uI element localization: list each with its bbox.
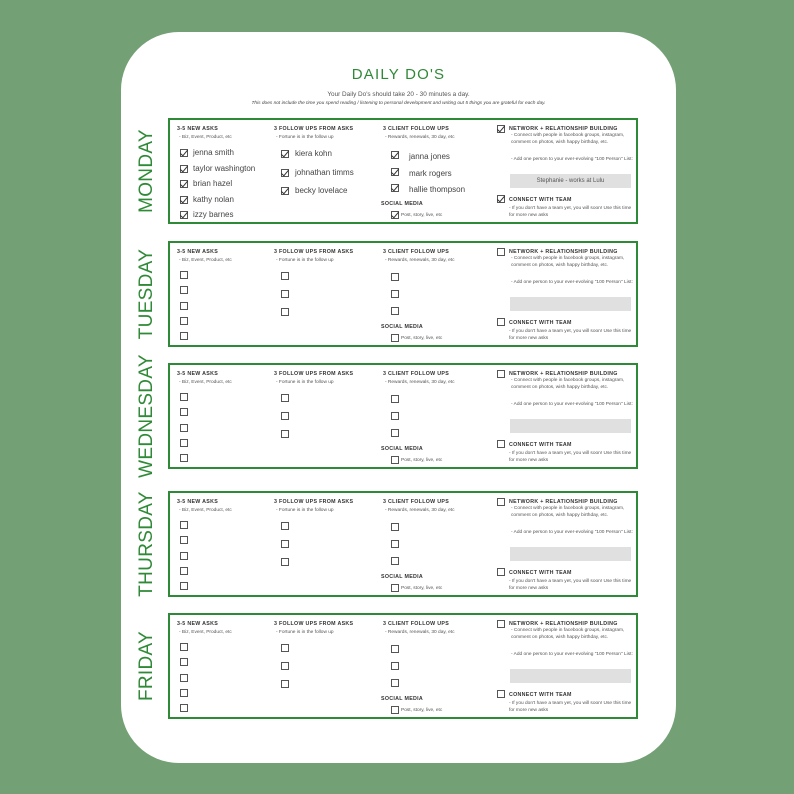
- new-asks-desc: - Biz, Event, Product, etc: [179, 258, 232, 263]
- follow-up-checkbox[interactable]: [281, 394, 289, 402]
- day-label: [127, 491, 167, 597]
- follow-up-checkbox[interactable]: [281, 308, 289, 316]
- new-ask-checkbox[interactable]: [180, 643, 188, 651]
- team-heading: CONNECT WITH TEAM: [509, 570, 572, 576]
- social-media-checkbox[interactable]: [391, 334, 399, 342]
- day-label: [127, 613, 167, 719]
- new-ask-checkbox[interactable]: [180, 674, 188, 682]
- hundred-person-list-field[interactable]: Stephanie - works at Lulu: [510, 174, 631, 188]
- follow-up-checkbox[interactable]: [281, 558, 289, 566]
- network-heading: NETWORK + RELATIONSHIP BUILDING: [509, 249, 618, 255]
- new-ask-checkbox[interactable]: [180, 439, 188, 447]
- client-follow-up-checkbox[interactable]: [391, 307, 399, 315]
- new-ask-checkbox[interactable]: [180, 302, 188, 310]
- follow-ups-desc: - Fortune is in the follow up: [276, 258, 334, 263]
- follow-up-checkbox[interactable]: [281, 150, 289, 158]
- day-section-tuesday: [168, 241, 638, 347]
- client-follow-ups-heading: 3 CLIENT FOLLOW UPS: [383, 249, 450, 255]
- follow-up-checkbox[interactable]: [281, 540, 289, 548]
- network-desc: - Connect with people in facebook groups, instagram, comment on photos, wish happy birthday, etc.: [511, 256, 625, 268]
- client-follow-up-checkbox[interactable]: [391, 557, 399, 565]
- social-media-heading: SOCIAL MEDIA: [381, 696, 424, 702]
- follow-up-checkbox[interactable]: [281, 290, 289, 298]
- new-ask-checkbox[interactable]: [180, 454, 188, 462]
- network-add-person: - Add one person to your ever-evolving "100 Person" List:: [511, 530, 633, 535]
- new-ask-checkbox[interactable]: [180, 180, 188, 188]
- new-ask-text[interactable]: taylor washington: [193, 163, 256, 173]
- social-media-checkbox[interactable]: [391, 584, 399, 592]
- client-follow-ups-desc: - Rewards, renewals, 30 day, etc: [385, 135, 455, 140]
- new-asks-heading: 3-5 NEW ASKS: [177, 499, 219, 505]
- social-media-heading: SOCIAL MEDIA: [381, 574, 424, 580]
- social-media-checkbox[interactable]: [391, 211, 399, 219]
- client-follow-up-checkbox[interactable]: [391, 662, 399, 670]
- new-ask-checkbox[interactable]: [180, 286, 188, 294]
- follow-ups-desc: - Fortune is in the follow up: [276, 508, 334, 513]
- team-checkbox[interactable]: [497, 690, 505, 698]
- new-ask-checkbox[interactable]: [180, 689, 188, 697]
- new-ask-checkbox[interactable]: [180, 567, 188, 575]
- network-checkbox[interactable]: [497, 620, 505, 628]
- social-media-heading: SOCIAL MEDIA: [381, 324, 424, 330]
- follow-up-text[interactable]: kiera kohn: [295, 149, 332, 158]
- network-add-person: - Add one person to your ever-evolving "100 Person" List:: [511, 402, 633, 407]
- follow-up-text[interactable]: johnathan timms: [295, 167, 354, 177]
- day-label: [127, 118, 167, 224]
- new-ask-checkbox[interactable]: [180, 165, 188, 173]
- follow-ups-heading: 3 FOLLOW UPS FROM ASKS: [274, 621, 354, 627]
- team-heading: CONNECT WITH TEAM: [509, 320, 572, 326]
- client-follow-ups-heading: 3 CLIENT FOLLOW UPS: [383, 371, 450, 377]
- new-ask-text[interactable]: kathy nolan: [193, 194, 234, 204]
- new-asks-heading: 3-5 NEW ASKS: [177, 621, 219, 627]
- network-add-person: - Add one person to your ever-evolving "100 Person" List:: [511, 652, 633, 657]
- new-ask-text[interactable]: izzy barnes: [193, 210, 234, 219]
- follow-up-checkbox[interactable]: [281, 187, 289, 195]
- client-follow-up-checkbox[interactable]: [391, 540, 399, 548]
- team-desc: - If you don't have a team yet, you will soon! Use this time for more new asks: [509, 451, 632, 463]
- day-label: [127, 354, 167, 478]
- team-desc: - If you don't have a team yet, you will soon! Use this time for more new asks: [509, 329, 632, 341]
- network-checkbox[interactable]: [497, 125, 505, 133]
- new-ask-checkbox[interactable]: [180, 704, 188, 712]
- new-asks-heading: 3-5 NEW ASKS: [177, 249, 219, 255]
- day-section-friday: [168, 613, 638, 719]
- network-desc: - Connect with people in facebook groups, instagram, comment on photos, wish happy birthday, etc.: [511, 133, 625, 145]
- follow-ups-heading: 3 FOLLOW UPS FROM ASKS: [274, 249, 354, 255]
- client-follow-up-checkbox[interactable]: [391, 168, 399, 176]
- follow-ups-heading: 3 FOLLOW UPS FROM ASKS: [274, 126, 354, 132]
- team-heading: CONNECT WITH TEAM: [509, 442, 572, 448]
- day-name: MONDAY: [136, 129, 157, 213]
- follow-up-checkbox[interactable]: [281, 644, 289, 652]
- new-ask-checkbox[interactable]: [180, 408, 188, 416]
- network-heading: NETWORK + RELATIONSHIP BUILDING: [509, 499, 618, 505]
- new-ask-checkbox[interactable]: [180, 521, 188, 529]
- network-checkbox[interactable]: [497, 498, 505, 506]
- social-media-item: Post, story, live, etc: [401, 458, 443, 463]
- social-media-checkbox[interactable]: [391, 456, 399, 464]
- social-media-heading: SOCIAL MEDIA: [381, 446, 424, 452]
- network-heading: NETWORK + RELATIONSHIP BUILDING: [509, 371, 618, 377]
- new-ask-checkbox[interactable]: [180, 536, 188, 544]
- new-ask-checkbox[interactable]: [180, 149, 188, 157]
- social-media-item: Post, story, live, etc: [401, 586, 443, 591]
- new-ask-checkbox[interactable]: [180, 582, 188, 590]
- follow-ups-desc: - Fortune is in the follow up: [276, 380, 334, 385]
- new-ask-checkbox[interactable]: [180, 332, 188, 340]
- day-section-thursday: [168, 491, 638, 597]
- team-checkbox[interactable]: [497, 318, 505, 326]
- team-checkbox[interactable]: [497, 440, 505, 448]
- client-follow-up-checkbox[interactable]: [391, 151, 399, 159]
- network-add-person: - Add one person to your ever-evolving "100 Person" List:: [511, 157, 633, 162]
- network-desc: - Connect with people in facebook groups, instagram, comment on photos, wish happy birthday, etc.: [511, 378, 625, 390]
- network-heading: NETWORK + RELATIONSHIP BUILDING: [509, 621, 618, 627]
- page-subtitle: Your Daily Do's should take 20 - 30 minutes a day.: [327, 91, 470, 98]
- new-asks-desc: - Biz, Event, Product, etc: [179, 508, 232, 513]
- follow-up-checkbox[interactable]: [281, 412, 289, 420]
- social-media-item: Post, story, live, etc: [401, 213, 443, 218]
- network-add-person: - Add one person to your ever-evolving "100 Person" List:: [511, 280, 633, 285]
- network-desc: - Connect with people in facebook groups, instagram, comment on photos, wish happy birthday, etc.: [511, 628, 625, 640]
- network-desc: - Connect with people in facebook groups, instagram, comment on photos, wish happy birthday, etc.: [511, 506, 625, 518]
- follow-ups-desc: - Fortune is in the follow up: [276, 135, 334, 140]
- page-title: DAILY DO'S: [351, 66, 446, 83]
- client-follow-ups-desc: - Rewards, renewals, 30 day, etc: [385, 380, 455, 385]
- day-name: TUESDAY: [136, 248, 157, 340]
- social-media-heading: SOCIAL MEDIA: [381, 201, 424, 207]
- new-ask-checkbox[interactable]: [180, 393, 188, 401]
- client-follow-up-checkbox[interactable]: [391, 429, 399, 437]
- page-note: This does not include the time you spend reading / listening to personal development and writing out 5 things you are grateful for each day.: [251, 101, 546, 106]
- day-name: WEDNESDAY: [136, 354, 157, 478]
- team-checkbox[interactable]: [497, 568, 505, 576]
- new-asks-desc: - Biz, Event, Product, etc: [179, 630, 232, 635]
- follow-up-checkbox[interactable]: [281, 272, 289, 280]
- new-ask-checkbox[interactable]: [180, 196, 188, 204]
- day-section-wednesday: [168, 363, 638, 469]
- new-ask-checkbox[interactable]: [180, 211, 188, 219]
- new-ask-checkbox[interactable]: [180, 317, 188, 325]
- client-follow-up-checkbox[interactable]: [391, 412, 399, 420]
- network-checkbox[interactable]: [497, 370, 505, 378]
- team-checkbox[interactable]: [497, 195, 505, 203]
- new-ask-text[interactable]: brian hazel: [193, 179, 233, 188]
- social-media-item: Post, story, live, etc: [401, 708, 443, 713]
- client-follow-up-checkbox[interactable]: [391, 645, 399, 653]
- new-asks-desc: - Biz, Event, Product, etc: [179, 380, 232, 385]
- day-label: [127, 241, 167, 347]
- social-media-item: Post, story, live, etc: [401, 336, 443, 341]
- follow-ups-desc: - Fortune is in the follow up: [276, 630, 334, 635]
- client-follow-up-checkbox[interactable]: [391, 679, 399, 687]
- client-follow-ups-heading: 3 CLIENT FOLLOW UPS: [383, 126, 450, 132]
- social-media-checkbox[interactable]: [391, 706, 399, 714]
- client-follow-up-checkbox[interactable]: [391, 184, 399, 192]
- team-desc: - If you don't have a team yet, you will soon! Use this time for more new asks: [509, 206, 632, 218]
- hundred-person-list-field[interactable]: [510, 547, 631, 561]
- team-desc: - If you don't have a team yet, you will soon! Use this time for more new asks: [509, 701, 632, 713]
- hundred-person-list-field[interactable]: [510, 419, 631, 433]
- client-follow-ups-desc: - Rewards, renewals, 30 day, etc: [385, 258, 455, 263]
- team-desc: - If you don't have a team yet, you will soon! Use this time for more new asks: [509, 579, 632, 591]
- client-follow-up-checkbox[interactable]: [391, 395, 399, 403]
- follow-up-checkbox[interactable]: [281, 662, 289, 670]
- client-follow-up-checkbox[interactable]: [391, 523, 399, 531]
- network-checkbox[interactable]: [497, 248, 505, 256]
- new-ask-checkbox[interactable]: [180, 552, 188, 560]
- client-follow-up-checkbox[interactable]: [391, 273, 399, 281]
- client-follow-ups-desc: - Rewards, renewals, 30 day, etc: [385, 508, 455, 513]
- client-follow-up-checkbox[interactable]: [391, 290, 399, 298]
- new-ask-text[interactable]: jenna smith: [193, 148, 234, 157]
- team-heading: CONNECT WITH TEAM: [509, 197, 572, 203]
- follow-ups-heading: 3 FOLLOW UPS FROM ASKS: [274, 499, 354, 505]
- day-name: THURSDAY: [136, 491, 157, 597]
- follow-up-text[interactable]: becky lovelace: [295, 186, 348, 195]
- team-heading: CONNECT WITH TEAM: [509, 692, 572, 698]
- new-asks-heading: 3-5 NEW ASKS: [177, 371, 219, 377]
- new-ask-checkbox[interactable]: [180, 271, 188, 279]
- follow-up-checkbox[interactable]: [281, 522, 289, 530]
- client-follow-up-text[interactable]: hallie thompson: [409, 185, 466, 194]
- client-follow-ups-heading: 3 CLIENT FOLLOW UPS: [383, 621, 450, 627]
- client-follow-up-text[interactable]: mark rogers: [409, 168, 452, 178]
- new-ask-checkbox[interactable]: [180, 658, 188, 666]
- new-asks-heading: 3-5 NEW ASKS: [177, 126, 219, 132]
- client-follow-up-text[interactable]: janna jones: [409, 152, 450, 161]
- follow-ups-heading: 3 FOLLOW UPS FROM ASKS: [274, 371, 354, 377]
- network-heading: NETWORK + RELATIONSHIP BUILDING: [509, 126, 618, 132]
- new-asks-desc: - Biz, Event, Product, etc: [179, 135, 232, 140]
- follow-up-checkbox[interactable]: [281, 169, 289, 177]
- client-follow-ups-heading: 3 CLIENT FOLLOW UPS: [383, 499, 450, 505]
- hundred-person-list-field[interactable]: [510, 669, 631, 683]
- new-ask-checkbox[interactable]: [180, 424, 188, 432]
- follow-up-checkbox[interactable]: [281, 680, 289, 688]
- day-name: FRIDAY: [136, 630, 157, 702]
- follow-up-checkbox[interactable]: [281, 430, 289, 438]
- hundred-person-list-field[interactable]: [510, 297, 631, 311]
- client-follow-ups-desc: - Rewards, renewals, 30 day, etc: [385, 630, 455, 635]
- day-section-monday: [168, 118, 638, 224]
